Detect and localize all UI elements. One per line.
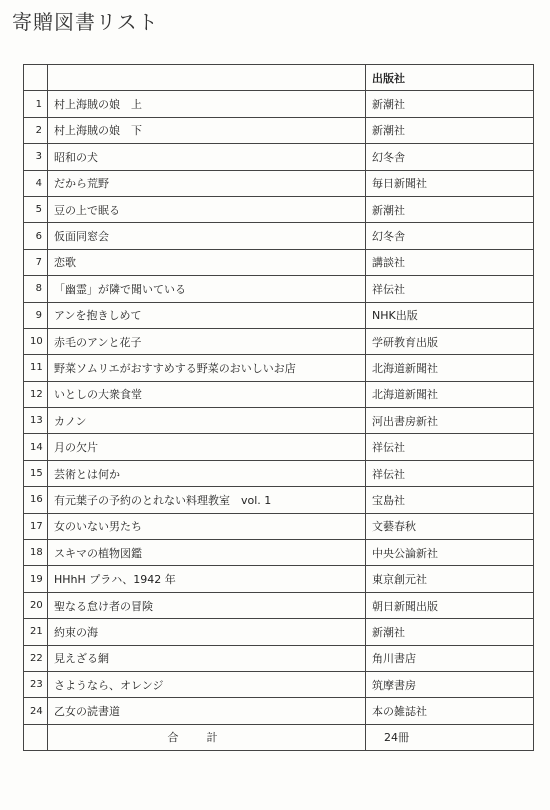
book-publisher: 文藝春秋 <box>366 513 534 539</box>
row-number: 1 <box>24 91 48 117</box>
table-row <box>24 328 534 354</box>
book-publisher: 学研教育出版 <box>366 328 534 354</box>
table-row <box>24 671 534 697</box>
book-title: 恋歌 <box>48 249 366 275</box>
book-publisher: NHK出版 <box>366 302 534 328</box>
book-publisher: 新潮社 <box>366 196 534 222</box>
book-publisher: 新潮社 <box>366 117 534 143</box>
row-number: 4 <box>24 170 48 196</box>
book-title: だから荒野 <box>48 170 366 196</box>
table-row <box>24 645 534 671</box>
header-publisher: 出版社 <box>366 65 534 91</box>
table-row <box>24 434 534 460</box>
row-number: 16 <box>24 487 48 513</box>
book-publisher: 本の雑誌社 <box>366 698 534 724</box>
table-row <box>24 91 534 117</box>
book-title: 仮面同窓会 <box>48 223 366 249</box>
row-number: 14 <box>24 434 48 460</box>
book-publisher: 筑摩書房 <box>366 671 534 697</box>
book-publisher: 北海道新聞社 <box>366 381 534 407</box>
table-row <box>24 592 534 618</box>
table-row <box>24 355 534 381</box>
table-row <box>24 487 534 513</box>
table-row <box>24 276 534 302</box>
book-title: 野菜ソムリエがおすすめする野菜のおいしいお店 <box>48 355 366 381</box>
header-title <box>48 65 366 91</box>
book-publisher: 河出書房新社 <box>366 408 534 434</box>
row-number: 24 <box>24 698 48 724</box>
total-label: 合計 <box>48 724 366 750</box>
table-row <box>24 144 534 170</box>
book-publisher: 新潮社 <box>366 91 534 117</box>
book-publisher: 毎日新聞社 <box>366 170 534 196</box>
book-publisher: 祥伝社 <box>366 460 534 486</box>
row-number: 12 <box>24 381 48 407</box>
row-number: 6 <box>24 223 48 249</box>
book-publisher: 幻冬舎 <box>366 223 534 249</box>
book-publisher: 東京創元社 <box>366 566 534 592</box>
book-publisher: 幻冬舎 <box>366 144 534 170</box>
book-title: 村上海賊の娘 上 <box>48 91 366 117</box>
book-publisher: 新潮社 <box>366 619 534 645</box>
book-title: スキマの植物図鑑 <box>48 540 366 566</box>
book-publisher: 祥伝社 <box>366 276 534 302</box>
row-number: 20 <box>24 592 48 618</box>
book-title: 見えざる網 <box>48 645 366 671</box>
table-row <box>24 566 534 592</box>
book-title: 村上海賊の娘 下 <box>48 117 366 143</box>
table-body <box>24 65 534 751</box>
row-number: 7 <box>24 249 48 275</box>
row-number: 3 <box>24 144 48 170</box>
book-publisher: 朝日新聞出版 <box>366 592 534 618</box>
row-number: 9 <box>24 302 48 328</box>
book-title: 「幽霊」が隣で聞いている <box>48 276 366 302</box>
row-number: 18 <box>24 540 48 566</box>
page-title: 寄贈図書リスト <box>12 10 159 34</box>
table-row <box>24 619 534 645</box>
table-row <box>24 302 534 328</box>
book-title: 芸術とは何か <box>48 460 366 486</box>
table-row <box>24 196 534 222</box>
table-row <box>24 223 534 249</box>
row-number: 19 <box>24 566 48 592</box>
table-header-row <box>24 65 534 91</box>
row-number: 23 <box>24 671 48 697</box>
table-row <box>24 698 534 724</box>
table-row <box>24 117 534 143</box>
book-list-table <box>23 64 534 751</box>
table-row <box>24 249 534 275</box>
row-number: 15 <box>24 460 48 486</box>
row-number: 21 <box>24 619 48 645</box>
row-number: 22 <box>24 645 48 671</box>
book-publisher: 角川書店 <box>366 645 534 671</box>
book-title: アンを抱きしめて <box>48 302 366 328</box>
book-title: 乙女の読書道 <box>48 698 366 724</box>
book-title: 女のいない男たち <box>48 513 366 539</box>
book-title: HHhH プラハ、1942 年 <box>48 566 366 592</box>
book-title: 有元葉子の予約のとれない料理教室 vol. 1 <box>48 487 366 513</box>
table-row <box>24 540 534 566</box>
book-title: 聖なる怠け者の冒険 <box>48 592 366 618</box>
header-no <box>24 65 48 91</box>
book-title: 赤毛のアンと花子 <box>48 328 366 354</box>
table-row <box>24 460 534 486</box>
total-value: 24冊 <box>366 724 534 750</box>
book-title: カノン <box>48 408 366 434</box>
book-title: 約束の海 <box>48 619 366 645</box>
book-title: さようなら、オレンジ <box>48 671 366 697</box>
total-row <box>24 724 534 750</box>
row-number: 11 <box>24 355 48 381</box>
table-row <box>24 170 534 196</box>
book-title: 昭和の犬 <box>48 144 366 170</box>
book-publisher: 中央公論新社 <box>366 540 534 566</box>
book-publisher: 講談社 <box>366 249 534 275</box>
book-title: 月の欠片 <box>48 434 366 460</box>
total-empty-cell <box>24 724 48 750</box>
row-number: 5 <box>24 196 48 222</box>
book-publisher: 宝島社 <box>366 487 534 513</box>
row-number: 17 <box>24 513 48 539</box>
row-number: 2 <box>24 117 48 143</box>
row-number: 10 <box>24 328 48 354</box>
book-title: いとしの大衆食堂 <box>48 381 366 407</box>
table-row <box>24 513 534 539</box>
book-publisher: 祥伝社 <box>366 434 534 460</box>
row-number: 13 <box>24 408 48 434</box>
book-publisher: 北海道新聞社 <box>366 355 534 381</box>
book-title: 豆の上で眠る <box>48 196 366 222</box>
row-number: 8 <box>24 276 48 302</box>
table-row <box>24 408 534 434</box>
table-row <box>24 381 534 407</box>
